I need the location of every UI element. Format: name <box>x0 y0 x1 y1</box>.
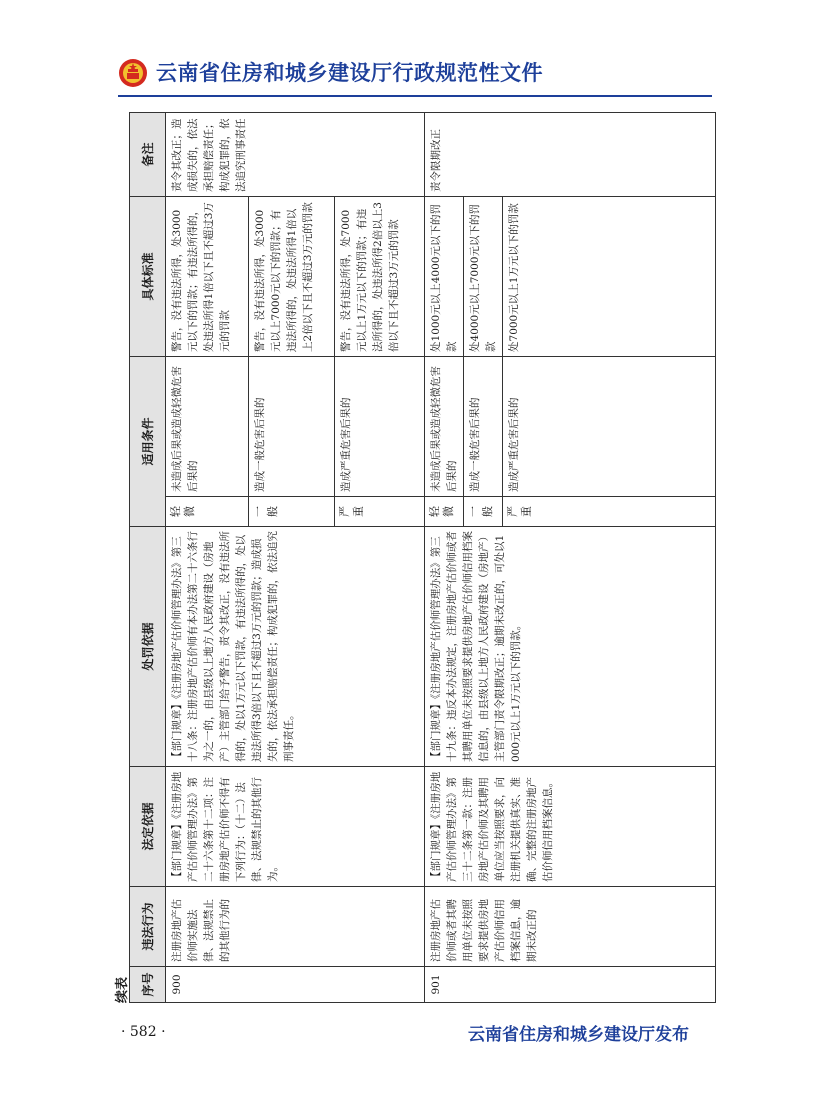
header-title: 云南省住房和城乡建设厅行政规范性文件 <box>156 61 543 85</box>
severity-level: 严重 <box>503 497 716 527</box>
header-condition: 适用条件 <box>130 356 166 526</box>
legal-basis-cell: 【部门规章】《注册房地产估价师管理办法》第二十六条第十二项：注册房地产估价师不得有下列行为：（十二）法律、法规禁止的其他行为。 <box>166 767 425 887</box>
header-standard: 具体标准 <box>130 196 166 356</box>
standard-cell: 警告，没有违法所得，处3000元以上7000元以下的罚款；有违法所得的，处违法所得1倍以上2倍以下且不超过3万元的罚款 <box>249 196 335 356</box>
row-number: 901 <box>425 967 716 1003</box>
table-row <box>425 112 464 1002</box>
condition-cell: 造成严重危害后果的 <box>335 356 425 496</box>
standard-cell: 处1000元以上4000元以下的罚款 <box>425 196 464 356</box>
continued-label: 续表 <box>115 976 130 1003</box>
standard-cell: 处7000元以上1万元以下的罚款 <box>503 196 716 356</box>
condition-cell: 造成严重危害后果的 <box>503 356 716 496</box>
header-legal-basis: 法定依据 <box>130 767 166 887</box>
severity-level: 轻微 <box>425 497 464 527</box>
penalty-basis-cell: 【部门规章】《注册房地产估价师管理办法》第三十八条：注册房地产估价师有本办法第二十六条行为之一的，由县级以上地方人民政府建设（房地产）主管部门给予警告，责令其改正，没有违法所得的，处以1万元以下罚款，有违法所得的，处以违法所得3倍以下且不超过3万元的罚款；造成损失的，依法承担赔偿责任；构成犯罪的，依法追究刑事责任。 <box>166 527 425 767</box>
standard-cell: 警告，没有违法所得，处3000元以下的罚款；有违法所得的，处违法所得1倍以下且不超过3万元的罚款 <box>166 196 249 356</box>
standard-cell: 处4000元以上7000元以下的罚款 <box>464 196 503 356</box>
table-header-row <box>130 112 166 1002</box>
header-remark: 备注 <box>130 112 166 196</box>
national-emblem-icon <box>118 58 148 88</box>
violation-cell: 注册房地产估价师或者其聘用单位未按照要求提供房地产估价师信用档案信息，逾期未改正的 <box>425 887 716 967</box>
header-violation: 违法行为 <box>130 887 166 967</box>
remark-cell: 责令限期改正 <box>425 112 716 196</box>
header-rule <box>118 95 712 97</box>
condition-cell: 未造成后果或造成轻微危害后果的 <box>425 356 464 496</box>
penalty-table <box>129 112 716 1003</box>
violation-cell: 注册房地产估价师实施法律、法规禁止的其他行为的 <box>166 887 425 967</box>
header-no: 序号 <box>130 967 166 1003</box>
severity-level: 轻微 <box>166 497 249 527</box>
row-number: 900 <box>166 967 425 1003</box>
header-penalty-basis: 处罚依据 <box>130 527 166 767</box>
document-header <box>118 55 718 93</box>
severity-level: 一般 <box>249 497 335 527</box>
table-row <box>166 112 249 1002</box>
condition-cell: 造成一般危害后果的 <box>464 356 503 496</box>
legal-basis-cell: 【部门规章】《注册房地产估价师管理办法》第三十二条第一款：注册房地产估价师及其聘用单位应当按照要求，向注册机关提供真实、准确、完整的注册房地产估价师信用档案信息。 <box>425 767 716 887</box>
page-number: · 582 · <box>121 1024 166 1040</box>
standard-cell: 警告，没有违法所得，处7000元以上1万元以下的罚款；有违法所得的，处违法所得2倍以上3倍以下且不超过3万元的罚款 <box>335 196 425 356</box>
remark-cell: 责令其改正；造成损失的，依法承担赔偿责任；构成犯罪的，依法追究刑事责任 <box>166 112 425 196</box>
condition-cell: 造成一般危害后果的 <box>249 356 335 496</box>
footer-publisher: 云南省住房和城乡建设厅发布 <box>468 1025 689 1045</box>
penalty-basis-cell: 【部门规章】《注册房地产估价师管理办法》第三十九条：违反本办法规定，注册房地产估价师或者其聘用单位未按照要求提供房地产估价师信用档案信息的，由县级以上地方人民政府建设（房地产）主管部门责令限期改正；逾期未改正的，可处以1000元以上1万元以下的罚款。 <box>425 527 716 767</box>
rotated-table-area <box>117 113 713 1003</box>
severity-level: 一般 <box>464 497 503 527</box>
severity-level: 严重 <box>335 497 425 527</box>
condition-cell: 未造成后果或造成轻微危害后果的 <box>166 356 249 496</box>
